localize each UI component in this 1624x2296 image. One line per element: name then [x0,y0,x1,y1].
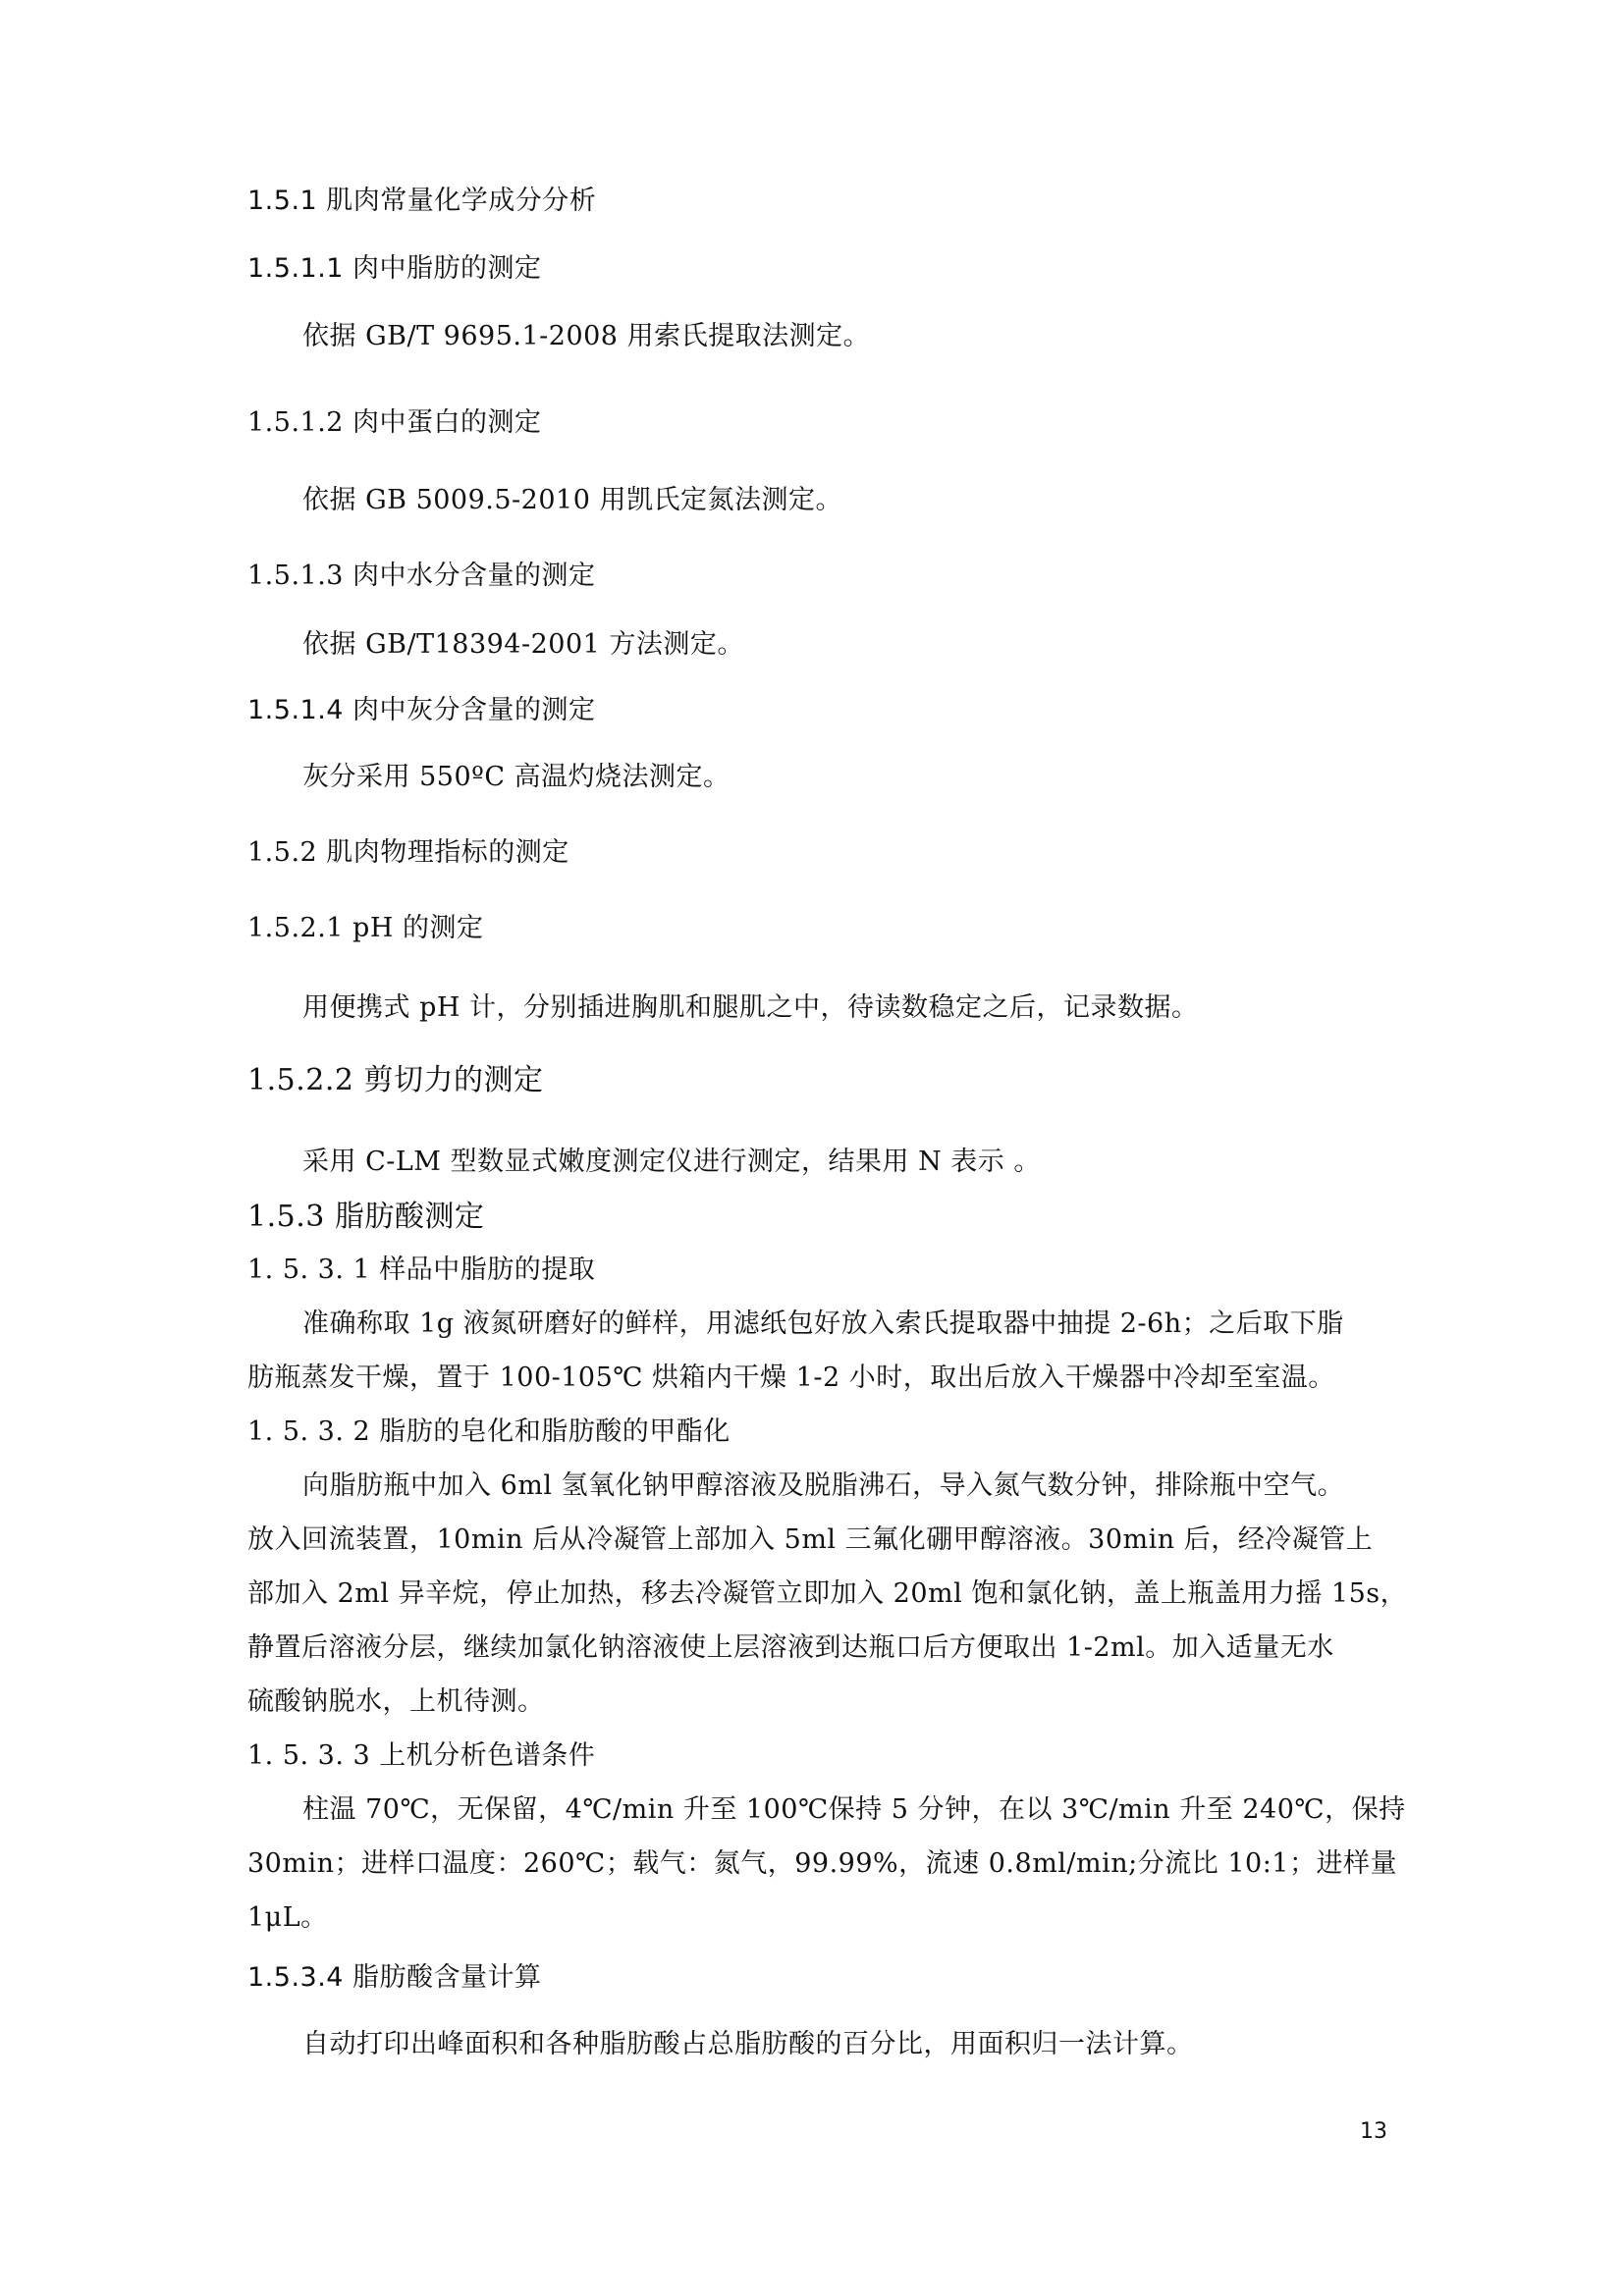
heading-1-5-2-2: 1.5.2.2 剪切力的测定 [247,1063,544,1097]
heading-1-5-1-1: 1.5.1.1 肉中脂肪的测定 [247,253,542,284]
paragraph-fatty-acid-calculation: 自动打印出峰面积和各种脂肪酸占总脂肪酸的百分比，用面积归一法计算。 [302,2029,1194,2059]
heading-1-5-1-3: 1.5.1.3 肉中水分含量的测定 [247,561,596,591]
paragraph-ph-method: 用便携式 pH 计，分别插进胸肌和腿肌之中，待读数稳定之后，记录数据。 [302,992,1199,1023]
heading-1-5-2-1: 1.5.2.1 pH 的测定 [247,913,484,943]
heading-1-5-2: 1.5.2 肌肉物理指标的测定 [247,837,569,868]
paragraph-protein-method: 依据 GB 5009.5-2010 用凯氏定氮法测定。 [302,485,842,515]
heading-1-5-1: 1.5.1 肌肉常量化学成分分析 [247,186,597,216]
paragraph-methylation-line-4: 静置后溶液分层，继续加氯化钠溶液使上层溶液到达瓶口后方便取出 1-2ml。加入适量无水 [247,1632,1334,1663]
paragraph-fat-method: 依据 GB/T 9695.1-2008 用索氏提取法测定。 [302,321,871,351]
page-number: 13 [1360,2119,1387,2144]
paragraph-moisture-method: 依据 GB/T18394-2001 方法测定。 [302,629,744,660]
heading-1-5-3-4: 1.5.3.4 脂肪酸含量计算 [247,1962,542,1993]
paragraph-methylation-line-2: 放入回流装置，10min 后从冷凝管上部加入 5ml 三氟化硼甲醇溶液。30min 后，经冷凝管上 [247,1524,1374,1555]
paragraph-methylation-line-3: 部加入 2ml 异辛烷，停止加热，移去冷凝管立即加入 20ml 饱和氯化钠，盖上瓶盖用力摇 15s， [247,1578,1408,1609]
heading-1-5-3: 1.5.3 脂肪酸测定 [247,1200,485,1234]
heading-1-5-3-3: 1. 5. 3. 3 上机分析色谱条件 [247,1740,596,1771]
paragraph-ash-method: 灰分采用 550ºC 高温灼烧法测定。 [302,762,731,792]
heading-1-5-1-2: 1.5.1.2 肉中蛋白的测定 [247,407,542,438]
paragraph-chromatography-line-2: 30min；进样口温度：260℃；载气：氮气，99.99%，流速 0.8ml/min;分流比 10:1；进样量 [247,1848,1397,1879]
paragraph-chromatography-line-3: 1μL。 [247,1902,328,1933]
paragraph-extraction-line-2: 肪瓶蒸发干燥，置于 100-105℃ 烘箱内干燥 1-2 小时，取出后放入干燥器中冷却至室温。 [247,1362,1335,1393]
paragraph-chromatography-line-1: 柱温 70℃，无保留，4℃/min 升至 100℃保持 5 分钟，在以 3℃/min 升至 240℃，保持 [302,1794,1406,1825]
paragraph-shear-force-method: 采用 C-LM 型数显式嫩度测定仪进行测定，结果用 N 表示 。 [302,1147,1041,1177]
heading-1-5-3-2: 1. 5. 3. 2 脂肪的皂化和脂肪酸的甲酯化 [247,1416,731,1447]
heading-1-5-3-1: 1. 5. 3. 1 样品中脂肪的提取 [247,1255,596,1285]
paragraph-extraction-line-1: 准确称取 1g 液氮研磨好的鲜样，用滤纸包好放入索氏提取器中抽提 2-6h；之后取下脂 [302,1308,1344,1339]
heading-1-5-1-4: 1.5.1.4 肉中灰分含量的测定 [247,695,596,725]
paragraph-methylation-line-1: 向脂肪瓶中加入 6ml 氢氧化钠甲醇溶液及脱脂沸石，导入氮气数分钟，排除瓶中空气。 [302,1470,1345,1501]
paragraph-methylation-line-5: 硫酸钠脱水，上机待测。 [247,1686,545,1717]
